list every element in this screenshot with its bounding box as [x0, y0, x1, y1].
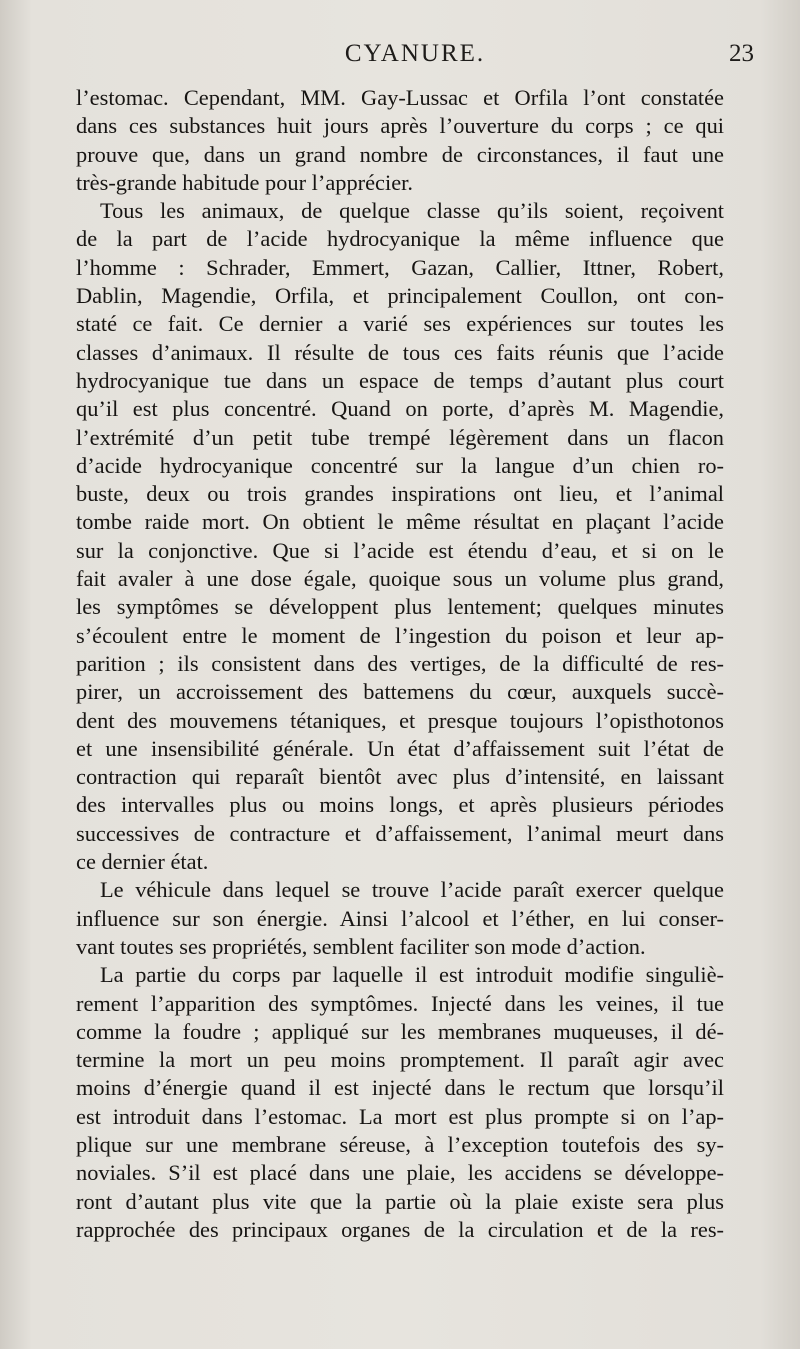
text-line: sur la conjonctive. Que si l’acide est étendu d’eau, et si on le	[76, 537, 724, 563]
text-line: buste, deux ou trois grandes inspirations ont lieu, et l’animal	[76, 481, 724, 507]
text-line: dans ces substances huit jours après l’ouverture du corps ; ce qui	[76, 113, 724, 139]
text-line: et une insensibilité générale. Un état d’affaissement suit l’état de	[76, 735, 724, 761]
paragraph	[76, 876, 724, 961]
text-line: contraction qui reparaît bientôt avec plus d’intensité, en laissant	[76, 764, 724, 790]
text-line: influence sur son énergie. Ainsi l’alcool et l’éther, en lui conser-	[76, 905, 724, 931]
text-line: rapprochée des principaux organes de la circulation et de la res-	[76, 1216, 724, 1242]
text-line: parition ; ils consistent dans des vertiges, de la difficulté de res-	[76, 650, 724, 676]
text-line: hydrocyanique tue dans un espace de temps d’autant plus court	[76, 367, 724, 393]
text-line: rement l’apparition des symptômes. Injecté dans les veines, il tue	[76, 990, 724, 1016]
body-text	[76, 84, 724, 1244]
text-line: qu’il est plus concentré. Quand on porte, d’après M. Magendie,	[76, 396, 724, 422]
text-line: Dablin, Magendie, Orfila, et principalement Coullon, ont con-	[76, 283, 724, 309]
text-line: tombe raide mort. On obtient le même résultat en plaçant l’acide	[76, 509, 724, 535]
text-line: plique sur une membrane séreuse, à l’exception toutefois des sy-	[76, 1131, 724, 1157]
text-line: successives de contracture et d’affaissement, l’animal meurt dans	[76, 820, 724, 846]
text-line: des intervalles plus ou moins longs, et après plusieurs périodes	[76, 792, 724, 818]
text-line: d’acide hydrocyanique concentré sur la langue d’un chien ro-	[76, 452, 724, 478]
text-line: Le véhicule dans lequel se trouve l’acide paraît exercer quelque	[100, 877, 724, 903]
text-line: staté ce fait. Ce dernier a varié ses expériences sur toutes les	[76, 311, 724, 337]
text-line: termine la mort un peu moins promptement. Il paraît agir avec	[76, 1047, 724, 1073]
paragraph	[76, 961, 724, 1244]
text-line: très-grande habitude pour l’apprécier.	[76, 169, 413, 195]
text-line: est introduit dans l’estomac. La mort est plus prompte si on l’ap-	[76, 1103, 724, 1129]
text-line: ront d’autant plus vite que la partie où la plaie existe sera plus	[76, 1188, 724, 1214]
text-line: moins d’énergie quand il est injecté dans le rectum que lorsqu’il	[76, 1075, 724, 1101]
text-line: l’estomac. Cependant, MM. Gay-Lussac et Orfila l’ont constatée	[76, 85, 724, 110]
text-line: noviales. S’il est placé dans une plaie, les accidens se développe-	[76, 1160, 724, 1186]
text-line: vant toutes ses propriétés, semblent faciliter son mode d’action.	[76, 933, 646, 959]
text-line: l’homme : Schrader, Emmert, Gazan, Callier, Ittner, Robert,	[76, 254, 724, 280]
text-line: comme la foudre ; appliqué sur les membranes muqueuses, il dé-	[76, 1018, 724, 1044]
text-line: ce dernier état.	[76, 849, 209, 875]
text-line: pirer, un accroissement des battemens du cœur, auxquels succè-	[76, 679, 724, 705]
text-line: dent des mouvemens tétaniques, et presque toujours l’opisthotonos	[76, 707, 724, 733]
page-number: 23	[729, 40, 754, 67]
page-header	[76, 40, 754, 80]
text-line: de la part de l’acide hydrocyanique la même influence que	[76, 226, 724, 252]
text-line: La partie du corps par laquelle il est introduit modifie singuliè-	[100, 962, 724, 988]
text-line: Tous les animaux, de quelque classe qu’ils soient, reçoivent	[100, 198, 724, 224]
text-line: classes d’animaux. Il résulte de tous ces faits réunis que l’acide	[76, 339, 724, 365]
text-line: s’écoulent entre le moment de l’ingestion du poison et leur ap-	[76, 622, 724, 648]
paragraph	[76, 197, 724, 876]
text-line: les symptômes se développent plus lentement; quelques minutes	[76, 594, 724, 620]
paragraph	[76, 84, 724, 197]
text-line: fait avaler à une dose égale, quoique sous un volume plus grand,	[76, 566, 724, 592]
running-title: CYANURE.	[344, 40, 486, 67]
text-line: prouve que, dans un grand nombre de circonstances, il faut une	[76, 141, 724, 167]
text-line: l’extrémité d’un petit tube trempé légèrement dans un flacon	[76, 424, 724, 450]
